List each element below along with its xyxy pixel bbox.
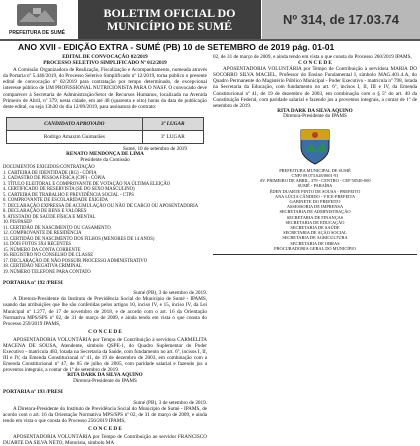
left-column [3,54,207,446]
table-header: CANDIDATO APROVADO [7,117,143,130]
document-item: 3. TÍTULO ELEITORAL E COMPROVANTE DE VOTAÇÃO NA ÚLTIMA ELEIÇÃO [3,181,171,187]
footer-line: CNPJ 09.073.628/0001-91 [291,173,339,179]
portaria-193-date: Sumé (PB), 3 de setembro de 2019. [133,399,207,406]
document-item: 18. CERTIDÃO NEGATIVA CRIMINAL [3,264,82,270]
footer-line: ÉDEN DUARTE PINTO DE SOUSA - PREFEITO [269,188,361,194]
documents-list [3,165,207,275]
table-row [7,130,204,143]
footer-line: SECRETARIA DE ADMINISTRAÇÃO [279,209,351,215]
edital-intro: A Comissão Organizadora de Realização, Fiscalização e Acompanhamento, nomeada através da Portaria nº 5.446/2019, do Processo Seletivo Simplificado nº 12/2019, torna público o presente edital de convocação nº 02/2019 para contratação por tempo determinado, de excepcional interesse público de UM PROFISSIONAL NUTRICIONISTA PARA O NASF. O convocado deve comparecer à Secretaria de Administração/Setor de Recursos Humanos, localizada na Avenida Primeiro de Abril, nº 379, nesta cidade, em até 48 (quarenta e oito) horas da data de publicação deste edital, ou seja 13h30 do dia 12/09/2019, para assinatura de contrato: [3,67,207,110]
signer-role: Diretora-Presidente do IPAMS [283,113,347,120]
edital-date: Sumé, 10 de setembro de 2019 [123,146,187,153]
right-concede: C O N C E D E [298,60,332,67]
document-item: 11. CERTIDÃO DE NASCIMENTO OU CASAMENTO [3,225,111,231]
masthead-rule [0,39,420,41]
portaria-192-signature [3,373,207,384]
masthead-number: Nº 314, de 17.03.74 [262,0,420,40]
table-header: 3º LUGAR [142,117,203,130]
edition-line: ANO XVII - EDIÇÃO EXTRA - SUMÉ (PB) 10 de SETEMBRO de 2019 pág. 01-01 [18,42,335,52]
signer-role: Diretora-Presidente do IPAMS [73,377,137,384]
right-concede-text: APOSENTADORIA VOLUNTÁRIA por Tempo de Contribuição à servidora MARIA DO SOCORRO SILVA MACIEL, Professor do Ensino Fundamental I, símbolo MAG.401.4.A, do Quadro Permanente do Magistério Público Municipal - Poder Executivo - matrícula nº 798, lotada na Secretaria da Educação, com fundamento no art. 6º, incisos I, II, III e IV, da Emenda Constitucional nº 41, de 19 de dezembro de 2003, em combinação com o § 5º do art. 40 da Constituição Federal, com paridade salarial e fazendo jus a proventos integrais, a contar de 1º de setembro de 2019. [213,66,417,109]
document-item: 7. DECLARAÇÃO EXPRESSA DE ACUMULAÇÃO OU NÃO DE CARGO OU APOSENTADORIA [3,203,199,209]
document-item: 8. DECLARAÇÃO DE BENS E VALORES [3,209,87,215]
edital-signature [3,152,207,163]
portaria-193-heading: PORTARIA nº 193 /PRESI [3,389,63,396]
portaria-192-date: Sumé (PB), 3 de setembro de 2019. [133,290,207,297]
document-item: 17. DECLARAÇÃO DE NÃO POSSUIR PROCESSO ADMINISTRATIVO [3,258,148,264]
administration-footer [213,168,417,251]
signer-name: RITA DARK DA SILVA AQUINO [277,107,353,114]
portaria-193-concede-text: APOSENTADORIA VOLUNTÁRIA por Tempo de Contribuição ao servidor FRANCISCO DUARTE DA SILVA NETO, Motorista, símbolo MA [3,434,207,446]
svg-text:PREFEITURA DE SUMÉ: PREFEITURA DE SUMÉ [9,30,65,36]
document-item: 1. CARTEIRA DE IDENTIDADE (RG) - CÓPIA [3,170,97,176]
document-item: 13. CERTIDÃO DE NASCIMENTO DOS FILHOS (MENORES DE 14 ANOS) [3,236,155,242]
right-signature [213,109,417,120]
document-item: 9. ATESTADO DE SAÚDE FÍSICA E MENTAL [3,214,96,220]
masthead [0,0,420,40]
right-lead: 02, de 31 de março de 2009, e ainda tendo em vista o que consta do Processo 260/2019 IPAMS, [213,54,412,60]
footer-line: SECRETARIA DE AÇÃO SOCIAL [283,230,347,236]
document-item: 6. COMPROVANTE DE ESCOLARIDADE EXIGIDA [3,198,108,204]
document-item: 15. NÚMERO DA CONTA CORRENTE [3,247,81,253]
table-cell: 3º LUGAR [142,130,203,143]
footer-line: SECRETARIA DE AGRICULTURA [282,235,348,241]
edital-subheading: PROCESSO SELETIVO SIMPLIFICADO Nº 012/2019 [43,60,167,67]
municipal-coat-of-arms-icon [297,126,333,166]
municipal-logo [9,0,65,40]
divider [213,254,417,255]
signer-role: Presidente da Comissão [80,156,130,163]
right-column [213,54,417,258]
signer-name: RITA DARK DA SILVA AQUINO [67,372,143,379]
table-cell: Rodrigo Amaxim Guimarães [7,130,143,143]
document-item: 5. CARTEIRA DE TRABALHO E PREVIDÊNCIA SOCIAL - CTPS [3,192,134,198]
masthead-title: BOLETIM OFICIAL DO MUNICÍPIO DE SUMÉ [78,0,261,40]
portaria-193-concede: C O N C E D E [88,425,122,432]
document-item: 16. REGISTRO NO CONSELHO DE CLASSE [3,253,94,259]
footer-line: ASSESSORIA DE IMPRENSA [286,204,344,210]
document-item: 10. PIS/PASEP [3,220,32,226]
footer-line: PREFEITURA MUNICIPAL DE SUMÉ [279,167,351,173]
portaria-192-concede-text: APOSENTADORIA VOLUNTÁRIA por Tempo de Contribuição à servidora CARMELITA MACENA DE SOUSA, Atendente, símbolo QSPE-1, do Quadro Suplementar do Poder Executivo - matrícula 483, lotada na Secretaria da Saúde, com fundamento no art. 6º, incisos I, II, III e IV, da Emenda Constitucional nº 41, de 19 de dezembro de 2003, em combinação com a Emenda Constitucional nº 47, de 05 de julho de 2005, com paridade salarial e fazendo jus a proventos integrais, a contar de 1º de setembro de 2019. [3,336,207,374]
document-item: 2. CADASTRO DE PESSOA FÍSICA (CPF) - CÓPIA [3,176,106,182]
footer-line: SECRETARIA DE OBRAS [290,240,340,246]
portaria-192-concede: C O N C E D E [88,328,122,335]
footer-line: SECRETARIA DE SAÚDE [290,225,340,231]
footer-line: SECRETARIA DE FINANÇAS [286,214,344,220]
approved-candidate-table [6,117,204,144]
portaria-193-text: A Diretora-Presidente do Instituto de Previdência Social do Município de Sumé - IPAMS, de acordo com o art. 16 da Orientação Normativa MPS/SPS nº 02, de 31 de março de 2009, e ainda tendo em vista o que consta do Processo 256/2019 IPAMS, [3,405,207,424]
footer-line: ANA LÚCIA CÂNDIDO - VICE-PREFEITA [274,193,356,199]
document-item: 19. NÚMERO TELEFONE PARA CONTATO [3,269,91,275]
footer-line: AV. PRIMEIRO DE ABRIL, 379 - CENTRO - CEP 58540-000 [259,178,371,184]
footer-line: GABINETE DO PREFEITO [289,199,341,205]
document-item: 4. CERTIFICADO DE RESERVISTA (SE DO SEXO MASCULINO) [3,187,135,193]
portaria-192-heading: PORTARIA nº 192 /PRESI [3,280,63,287]
document-item: DOCUMENTOS EXIGIDOS/CONTRATAÇÃO [3,165,95,171]
footer-line: PROCURADORIA GERAL DO MUNICÍPIO [274,245,356,251]
document-item: 12. COMPROVANTE DE RESIDÊNCIA [3,231,82,237]
edital-heading: EDITAL DE CONVOCAÇÃO 02/2019 [62,54,148,60]
portaria-192-text: A Diretora-Presidente do Instituto de Previdência Social do Município de Sumé - IPAMS, usando das atribuições que lhe são conferidas pelos artigos 10, inciso IV, e 15, inciso IV, da Lei Municipal nº 1.277, de 17 de novembro de 2018, e de acordo com o art. 16 da Orientação Normativa MPS/SPS nº 02, de 31 de março de 2009, e ainda tendo em vista o que consta do Processo 259/2019 IPAMS, [3,296,207,327]
footer-line: SECRETARIA DE EDUCAÇÃO [285,219,345,225]
signer-name: RENATO MENDONÇA DE LIMA [66,151,144,158]
footer-line: SUMÉ - PARAÍBA [297,183,333,189]
document-item: 14. DOIS FOTOS 3X4 RECENTES [3,242,72,248]
